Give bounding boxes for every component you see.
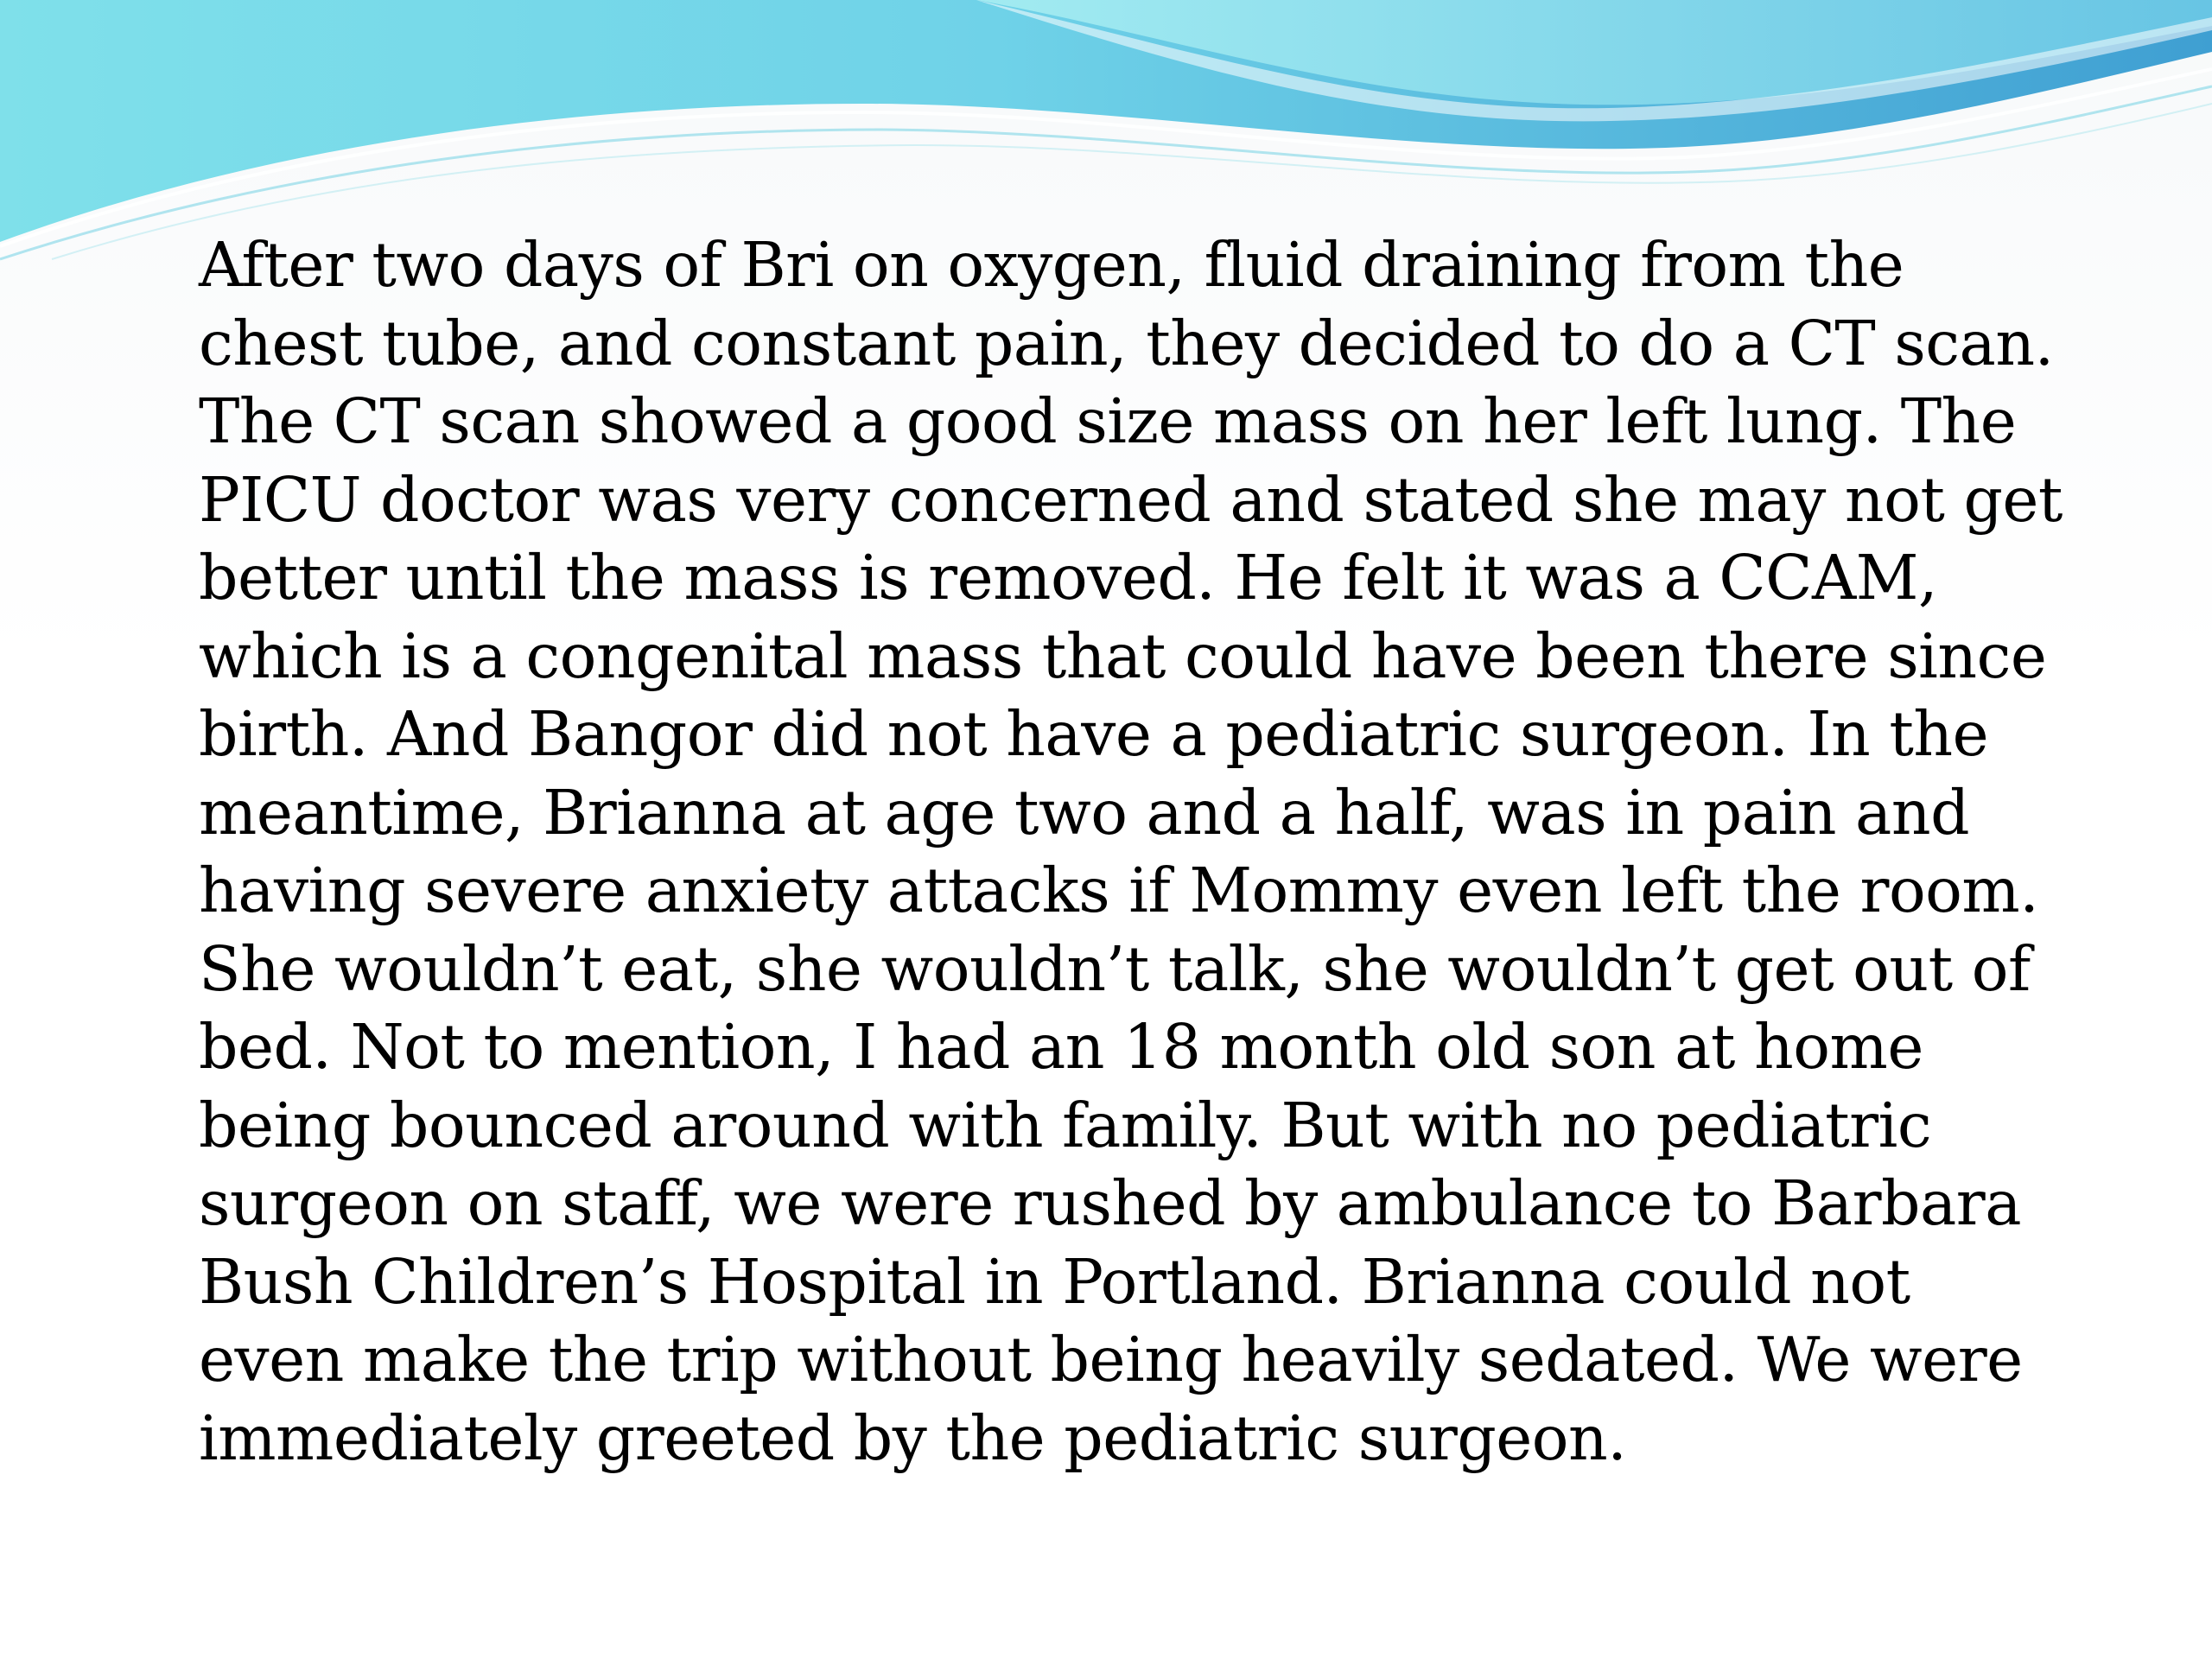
text-line: chest tube, and constant pain, they decided to do a CT scan. xyxy=(199,307,2054,379)
slide-body-text xyxy=(199,226,2065,1478)
text-line: better until the mass is removed. He felt it was a CCAM, xyxy=(199,542,1938,613)
text-line: meantime, Brianna at age two and a half, was in pain and xyxy=(199,776,1970,849)
text-line: being bounced around with family. But with no pediatric xyxy=(199,1089,1932,1161)
text-line: even make the trip without being heavily sedated. We were xyxy=(199,1324,2023,1395)
text-line: The CT scan showed a good size mass on her left lung. The xyxy=(199,385,2017,457)
text-line: which is a congenital mass that could have been there since xyxy=(199,620,2047,692)
text-line: She wouldn’t eat, she wouldn’t talk, she wouldn’t get out of xyxy=(199,932,2031,1005)
text-line: Bush Children’s Hospital in Portland. Brianna could not xyxy=(199,1245,1910,1318)
text-line: bed. Not to mention, I had an 18 month old son at home xyxy=(199,1011,1923,1083)
text-line: having severe anxiety attacks if Mommy even left the room. xyxy=(199,855,2039,926)
text-line: surgeon on staff, we were rushed by ambulance to Barbara xyxy=(199,1167,2022,1239)
text-line: PICU doctor was very concerned and stated she may not get xyxy=(199,463,2063,536)
text-line: immediately greeted by the pediatric surgeon. xyxy=(199,1402,1627,1474)
text-line: birth. And Bangor did not have a pediatric surgeon. In the xyxy=(199,698,1989,770)
text-line: After two days of Bri on oxygen, fluid draining from the xyxy=(199,229,1904,301)
